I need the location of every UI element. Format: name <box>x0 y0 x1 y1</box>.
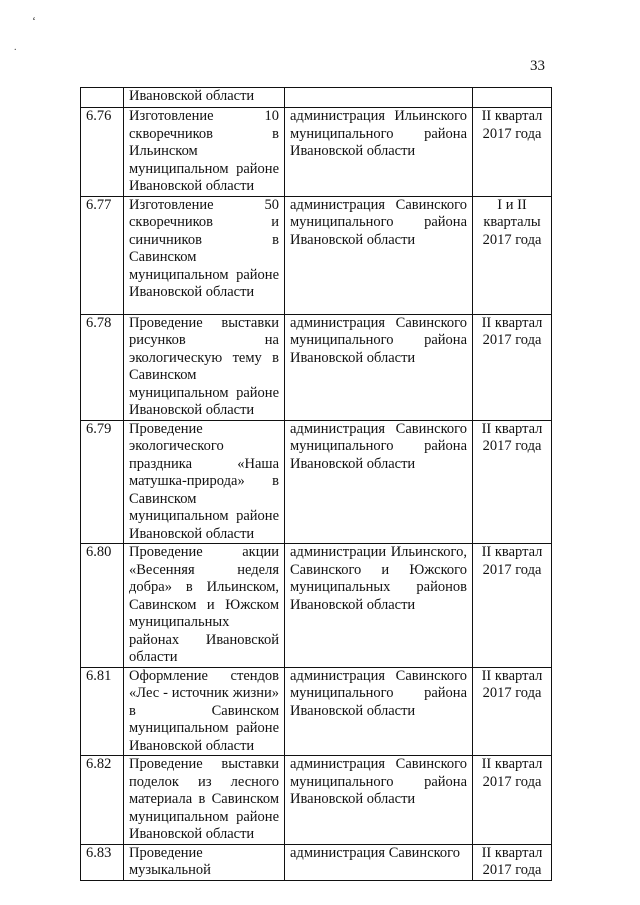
row-number <box>81 88 124 108</box>
table-row <box>81 108 552 197</box>
table-row <box>81 196 552 314</box>
executor-cell: администрация Ильинского муниципального района Ивановской области <box>285 108 473 197</box>
term-cell: II квартал 2017 года <box>473 314 552 420</box>
event-cell: Проведение акции «Весенняя неделя добра» в Ильинском, Савинском и Южском муниципальных районах Ивановской области <box>124 544 285 668</box>
table-row <box>81 88 552 108</box>
row-number: 6.79 <box>81 420 124 544</box>
event-cell: Изготовление 10 скворечников в Ильинском муниципальном районе Ивановской области <box>124 108 285 197</box>
table-row <box>81 314 552 420</box>
executor-cell: администрация Савинского муниципального района Ивановской области <box>285 756 473 845</box>
term-cell: II квартал 2017 года <box>473 544 552 668</box>
executor-cell: администрации Ильинского, Савинского и Южского муниципальных районов Ивановской области <box>285 544 473 668</box>
executor-cell: администрация Савинского муниципального района Ивановской области <box>285 196 473 314</box>
measures-table <box>80 87 552 881</box>
event-cell: Ивановской области <box>124 88 285 108</box>
row-number: 6.82 <box>81 756 124 845</box>
term-cell: II квартал 2017 года <box>473 756 552 845</box>
scan-dot: . <box>14 42 17 53</box>
executor-cell <box>285 88 473 108</box>
event-cell: Проведение экологического праздника «Наша матушка-природа» в Савинском муниципальном районе Ивановской области <box>124 420 285 544</box>
page-number: 33 <box>530 58 545 74</box>
scan-mark: ‘ <box>32 14 36 28</box>
term-cell: II квартал 2017 года <box>473 420 552 544</box>
term-cell: I и II кварталы 2017 года <box>473 196 552 314</box>
term-cell: II квартал 2017 года <box>473 844 552 880</box>
term-cell: II квартал 2017 года <box>473 108 552 197</box>
event-cell: Проведение выставки рисунков на экологическую тему в Савинском муниципальном районе Ивановской области <box>124 314 285 420</box>
row-number: 6.81 <box>81 667 124 756</box>
row-number: 6.76 <box>81 108 124 197</box>
event-cell: Проведение выставки поделок из лесного материала в Савинском муниципальном районе Ивановской области <box>124 756 285 845</box>
term-cell <box>473 88 552 108</box>
term-cell: II квартал 2017 года <box>473 667 552 756</box>
row-number: 6.80 <box>81 544 124 668</box>
table-row <box>81 756 552 845</box>
executor-cell: администрация Савинского муниципального района Ивановской области <box>285 314 473 420</box>
table-row <box>81 667 552 756</box>
event-cell: Проведение музыкальной <box>124 844 285 880</box>
row-number: 6.77 <box>81 196 124 314</box>
executor-cell: администрация Савинского муниципального района Ивановской области <box>285 420 473 544</box>
table-row <box>81 544 552 668</box>
row-number: 6.78 <box>81 314 124 420</box>
row-number: 6.83 <box>81 844 124 880</box>
table-row <box>81 420 552 544</box>
executor-cell: администрация Савинского <box>285 844 473 880</box>
table-row <box>81 844 552 880</box>
executor-cell: администрация Савинского муниципального района Ивановской области <box>285 667 473 756</box>
event-cell: Изготовление 50 скворечников и синичников в Савинском муниципальном районе Ивановской области <box>124 196 285 314</box>
event-cell: Оформление стендов «Лес - источник жизни» в Савинском муниципальном районе Ивановской области <box>124 667 285 756</box>
